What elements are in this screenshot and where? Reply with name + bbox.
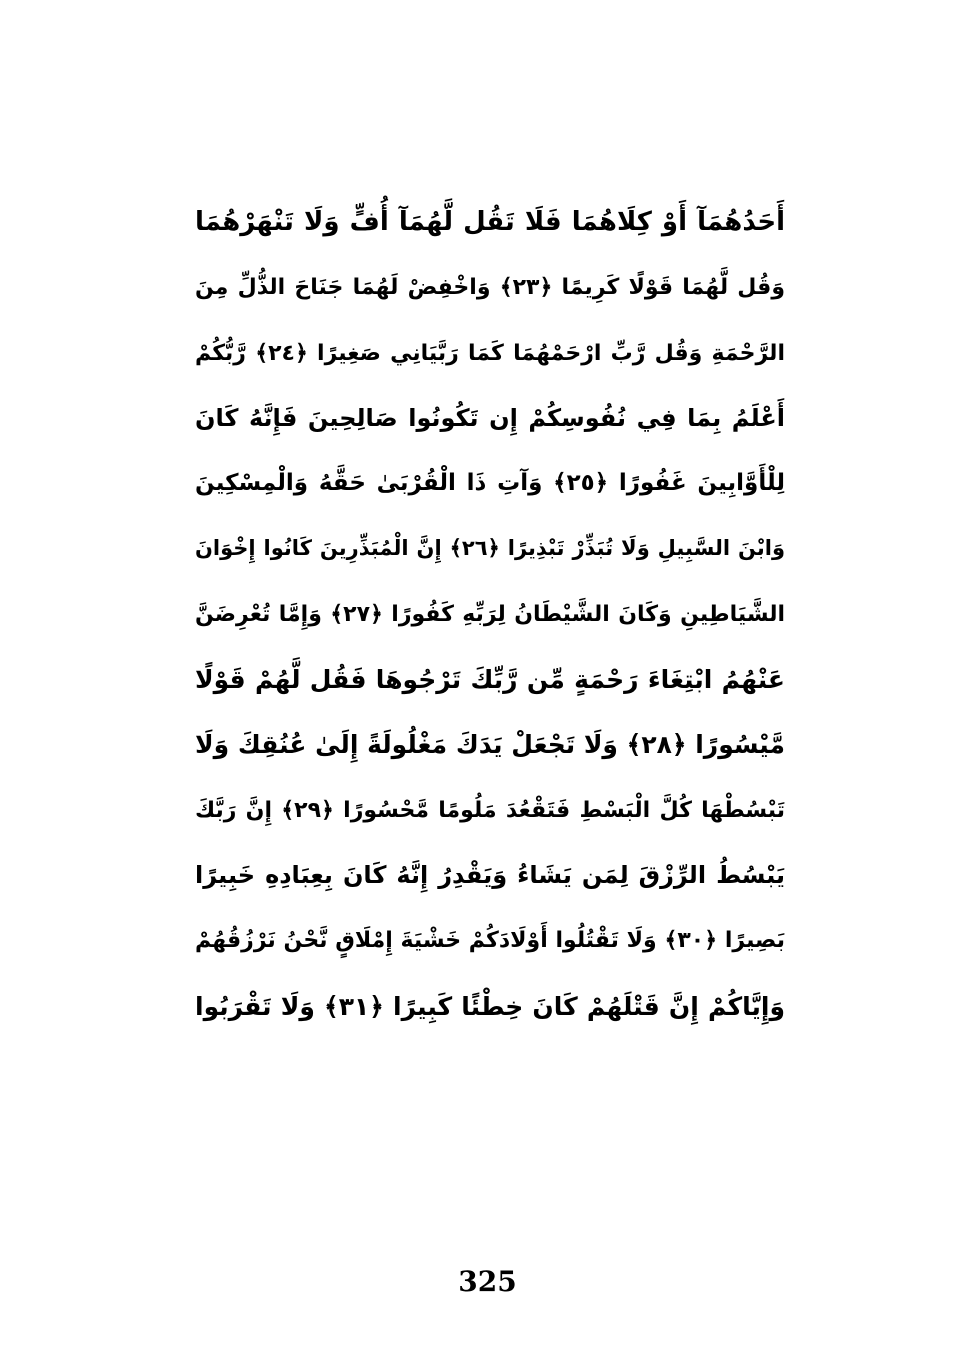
verse-line-9: مَّيْسُورًا ﴿٢٨﴾ وَلَا تَجْعَلْ يَدَكَ مَغْلُولَةً إِلَىٰ عُنُقِكَ وَلَا	[195, 730, 785, 760]
verse-line-10: تَبْسُطْهَا كُلَّ الْبَسْطِ فَتَقْعُدَ مَلُومًا مَّحْسُورًا ﴿٢٩﴾ إِنَّ رَبَّكَ	[195, 797, 785, 823]
verse-line-12: بَصِيرًا ﴿٣٠﴾ وَلَا تَقْتُلُوا أَوْلَادَكُمْ خَشْيَةَ إِمْلَاقٍ نَّحْنُ نَرْزُقُهُمْ	[195, 928, 785, 954]
verse-line-13: وَإِيَّاكُمْ إِنَّ قَتْلَهُمْ كَانَ خِطْئًا كَبِيرًا ﴿٣١﴾ وَلَا تَقْرَبُوا	[195, 991, 785, 1021]
verse-line-5: لِلْأَوَّابِينَ غَفُورًا ﴿٢٥﴾ وَآتِ ذَا الْقُرْبَىٰ حَقَّهُ وَالْمِسْكِينَ	[195, 470, 785, 497]
verse-line-8: عَنْهُمُ ابْتِغَاءَ رَحْمَةٍ مِّن رَّبِّكَ تَرْجُوهَا فَقُل لَّهُمْ قَوْلًا	[195, 665, 785, 695]
verse-line-6: وَابْنَ السَّبِيلِ وَلَا تُبَذِّرْ تَبْذِيرًا ﴿٢٦﴾ إِنَّ الْمُبَذِّرِينَ كَانُوا إِخْوَانَ	[195, 536, 785, 561]
verse-text-block	[195, 190, 785, 1039]
verse-line-2: وَقُل لَّهُمَا قَوْلًا كَرِيمًا ﴿٢٣﴾ وَاخْفِضْ لَهُمَا جَنَاحَ الذُّلِّ مِنَ	[195, 275, 785, 301]
verse-line-11: يَبْسُطُ الرِّزْقَ لِمَن يَشَاءُ وَيَقْدِرُ إِنَّهُ كَانَ بِعِبَادِهِ خَبِيرًا	[195, 860, 785, 889]
verse-line-7: الشَّيَاطِينِ وَكَانَ الشَّيْطَانُ لِرَبِّهِ كَفُورًا ﴿٢٧﴾ وَإِمَّا تُعْرِضَنَّ	[195, 601, 785, 627]
verse-line-1: أَحَدُهُمَآ أَوْ كِلَاهُمَا فَلَا تَقُل لَّهُمَآ أُفٍّ وَلَا تَنْهَرْهُمَا	[195, 207, 785, 237]
verse-line-3: الرَّحْمَةِ وَقُل رَّبِّ ارْحَمْهُمَا كَمَا رَبَّيَانِي صَغِيرًا ﴿٢٤﴾ رَّبُّكُمْ	[195, 340, 785, 366]
verse-line-4: أَعْلَمُ بِمَا فِي نُفُوسِكُمْ إِن تَكُونُوا صَالِحِينَ فَإِنَّهُ كَانَ	[195, 403, 785, 432]
page-number: 325	[458, 1265, 517, 1298]
